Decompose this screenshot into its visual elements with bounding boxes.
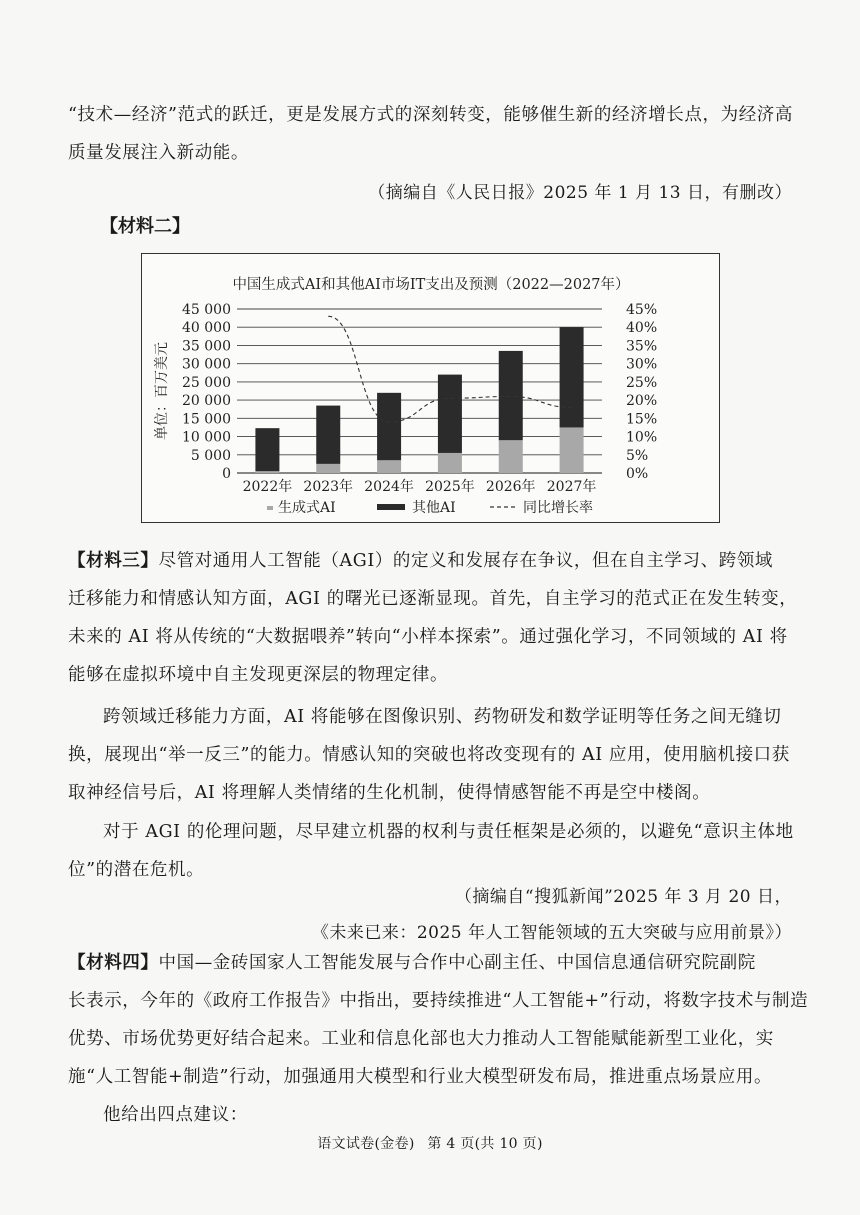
footer-title: 语文试卷(金卷) xyxy=(317,1136,415,1152)
legend-swatch-generative-ai xyxy=(267,506,273,510)
page-footer xyxy=(0,1133,860,1153)
chart-y2-tick-label: 30% xyxy=(626,356,658,373)
chart-frame xyxy=(141,253,720,523)
chart-y-tick-label: 15 000 xyxy=(182,411,231,428)
bar-generative-ai xyxy=(255,471,279,473)
material3-p2-line-3: 取神经信号后，AI 将理解人类情绪的生化机制，使得情感智能不再是空中楼阁。 xyxy=(68,783,711,803)
material2-heading: 【材料二】 xyxy=(100,216,190,237)
material3-p2-line-1: 跨领域迁移能力方面，AI 将能够在图像识别、药物研发和数学证明等任务之间无缝切 xyxy=(103,707,782,727)
footer-page-number: 第 4 页(共 10 页) xyxy=(427,1136,543,1152)
bar-chart xyxy=(142,254,721,524)
material1-line-2: 质量发展注入新动能。 xyxy=(68,143,249,163)
bar-generative-ai xyxy=(560,427,584,473)
legend-label-growth-rate: 同比增长率 xyxy=(523,500,593,516)
material1-tail xyxy=(68,96,792,172)
material4-paragraph xyxy=(68,944,809,1134)
chart-y2-tick-label: 25% xyxy=(626,374,658,391)
material1-source: （摘编自《人民日报》2025 年 1 月 13 日，有删改） xyxy=(368,183,792,203)
chart-y-axis-label: 单位：百万美元 xyxy=(154,342,170,440)
chart-title: 中国生成式AI和其他AI市场IT支出及预测（2022—2027年） xyxy=(232,277,630,293)
chart-x-tick-label: 2024年 xyxy=(364,479,414,495)
material3-p1-line-4: 能够在虚拟环境中自主发现更深层的物理定律。 xyxy=(68,665,449,685)
chart-x-tick-label: 2026年 xyxy=(485,479,536,495)
chart-y-tick-label: 45 000 xyxy=(182,302,231,318)
material3-p1-line-1 xyxy=(68,542,792,580)
material1-line-1: “技术—经济”范式的跃迁，更是发展方式的深刻转变，能够催生新的经济增长点，为经济高 xyxy=(68,105,793,125)
bar-other-ai xyxy=(316,406,340,464)
material3-p3-line-1: 对于 AGI 的伦理问题，尽早建立机器的权利与责任框架是必须的，以避免“意识主体地 xyxy=(103,822,794,842)
bar-other-ai xyxy=(499,351,523,440)
chart-y2-tick-label: 10% xyxy=(626,429,658,446)
material3-source-line-2: 《未来已来：2025 年人工智能领域的五大突破与应用前景》） xyxy=(311,923,792,943)
material3-p1-line-3: 未来的 AI 将从传统的“大数据喂养”转向“小样本探索”。通过强化学习，不同领域的 AI 将 xyxy=(68,627,788,647)
chart-x-tick-label: 2023年 xyxy=(303,479,354,495)
legend-label-other-ai: 其他AI xyxy=(412,500,456,516)
bar-other-ai xyxy=(377,393,401,460)
material4-line-4: 施“人工智能+制造”行动，加强通用大模型和行业大模型研发布局，推进重点场景应用。 xyxy=(68,1067,773,1087)
legend-swatch-other-ai xyxy=(377,504,405,510)
chart-y-tick-label: 30 000 xyxy=(182,356,231,373)
chart-y2-tick-label: 40% xyxy=(626,320,658,337)
material3-p3-line-2: 位”的潜在危机。 xyxy=(68,860,205,880)
material3-lead: 【材料三】 xyxy=(68,551,159,571)
material3-paragraph-3 xyxy=(68,813,792,889)
chart-x-tick-label: 2025年 xyxy=(425,479,475,495)
chart-y2-tick-label: 15% xyxy=(626,411,658,428)
material4-closing: 他给出四点建议： xyxy=(103,1105,248,1125)
material4-line-1 xyxy=(68,944,792,982)
bar-generative-ai xyxy=(377,460,401,473)
material3-p1-text-1: 尽管对通用人工智能（AGI）的定义和发展存在争议，但在自主学习、跨领域 xyxy=(158,551,774,571)
bar-other-ai xyxy=(438,375,462,453)
chart-y2-tick-label: 35% xyxy=(626,338,658,355)
material3-p2-line-2: 换，展现出“举一反三”的能力。情感认知的突破也将改变现有的 AI 应用，使用脑机接口获 xyxy=(68,745,790,765)
chart-y-tick-label: 5 000 xyxy=(190,447,231,464)
bar-other-ai xyxy=(255,428,279,471)
material3-source-line-1: （摘编自“搜狐新闻”2025 年 3 月 20 日， xyxy=(454,887,792,907)
material4-line-3: 优势、市场优势更好结合起来。工业和信息化部也大力推动人工智能赋能新型工业化，实 xyxy=(68,1029,774,1049)
chart-x-tick-label: 2022年 xyxy=(242,479,293,495)
chart-y-tick-label: 10 000 xyxy=(182,429,231,446)
bar-generative-ai xyxy=(316,464,340,473)
chart-y2-tick-label: 0% xyxy=(626,466,649,482)
material4-lead: 【材料四】 xyxy=(68,953,159,973)
chart-y-tick-label: 25 000 xyxy=(182,374,231,391)
chart-y2-tick-label: 20% xyxy=(626,393,658,410)
chart-y2-tick-label: 45% xyxy=(626,302,658,318)
chart-y-tick-label: 20 000 xyxy=(182,393,231,410)
material3-paragraph-2 xyxy=(68,698,792,812)
material3-paragraph-1 xyxy=(68,542,798,694)
chart-y-tick-label: 0 xyxy=(222,466,231,482)
bar-other-ai xyxy=(560,327,584,427)
material4-text-1: 中国—金砖国家人工智能发展与合作中心副主任、中国信息通信研究院副院 xyxy=(158,953,756,973)
legend-label-generative-ai: 生成式AI xyxy=(278,500,336,516)
chart-y-tick-label: 35 000 xyxy=(182,338,231,355)
chart-x-tick-label: 2027年 xyxy=(546,479,597,495)
bar-generative-ai xyxy=(438,453,462,473)
material4-line-2: 长表示，今年的《政府工作报告》中指出，要持续推进“人工智能+”行动，将数字技术与制造 xyxy=(68,991,809,1011)
material3-p1-line-2: 迁移能力和情感认知方面，AGI 的曙光已逐渐显现。首先，自主学习的范式正在发生转变， xyxy=(68,589,798,609)
chart-y-tick-label: 40 000 xyxy=(182,320,231,337)
bar-generative-ai xyxy=(499,440,523,473)
chart-y2-tick-label: 5% xyxy=(626,447,649,464)
